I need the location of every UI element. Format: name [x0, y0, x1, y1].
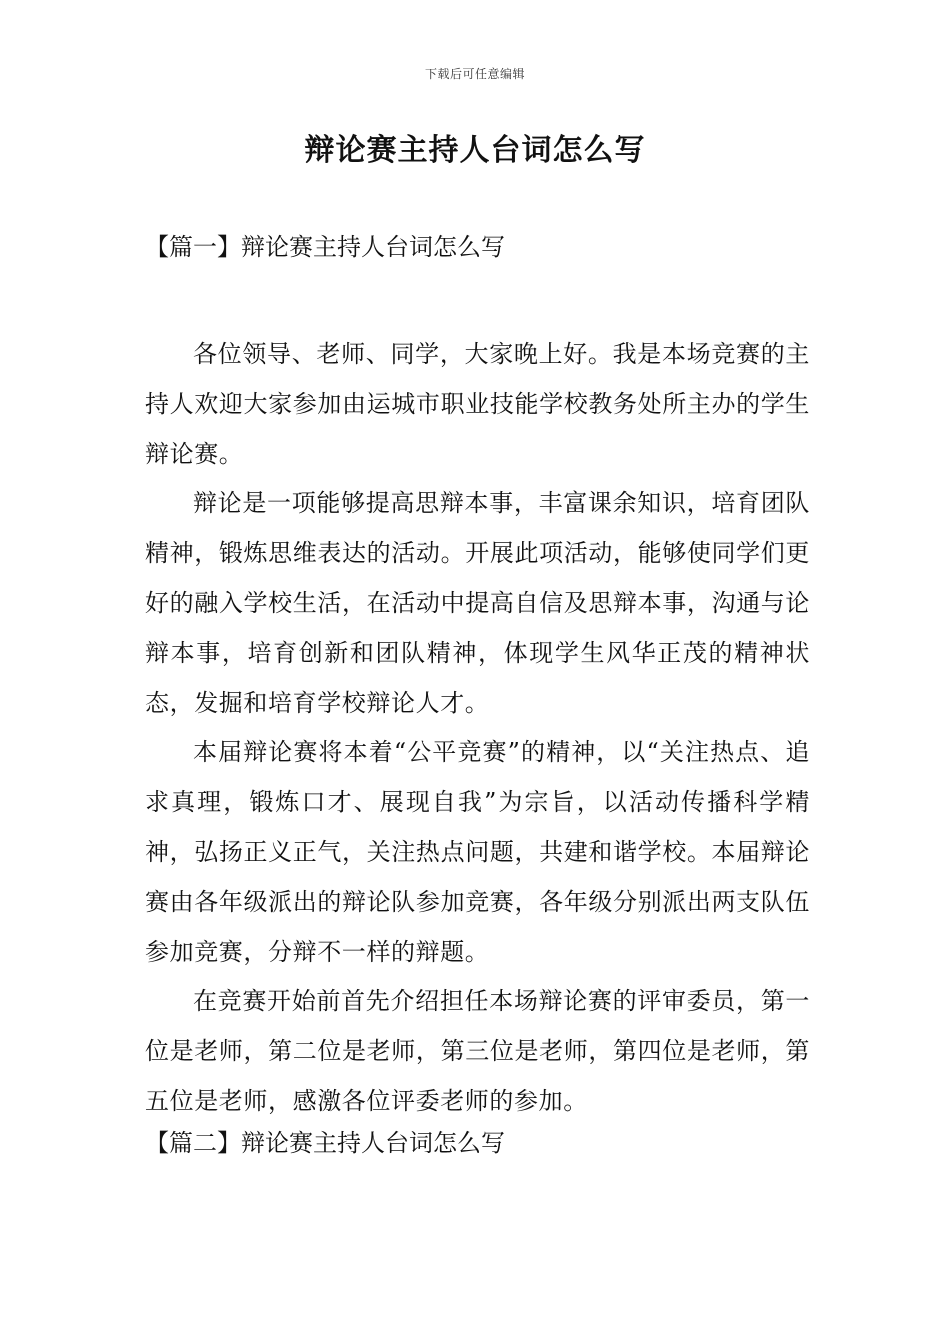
header-note: 下载后可任意编辑: [424, 67, 525, 81]
body-text: [145, 330, 810, 1127]
paragraph-3: 本届辩论赛将本着“公平竞赛”的精神，以“关注热点、追求真理，锻炼口才、展现自我”为宗旨，以活动传播科学精神，弘扬正义正气，关注热点问题，共建和谐学校。本届辩论赛由各年级派出的辩论队参加竞赛，各年级分别派出两支队伍参加竞赛，分辩不一样的辩题。: [145, 738, 810, 966]
section-heading-1: 【篇一】辩论赛主持人台词怎么写: [145, 233, 505, 261]
paragraph-4: 在竞赛开始前首先介绍担任本场辩论赛的评审委员，第一位是老师，第二位是老师，第三位是老师，第四位是老师，第五位是老师，感激各位评委老师的参加。: [145, 987, 810, 1115]
section-heading-2: 【篇二】辩论赛主持人台词怎么写: [145, 1129, 505, 1157]
paragraph-1: 各位领导、老师、同学，大家晚上好。我是本场竞赛的主持人欢迎大家参加由运城市职业技能学校教务处所主办的学生辩论赛。: [145, 340, 810, 468]
document-title: 辩论赛主持人台词怎么写: [304, 133, 646, 168]
paragraph-2: 辩论是一项能够提高思辩本事，丰富课余知识，培育团队精神，锻炼思维表达的活动。开展此项活动，能够使同学们更好的融入学校生活，在活动中提高自信及思辩本事，沟通与论辩本事，培育创新和团队精神，体现学生风华正茂的精神状态，发掘和培育学校辩论人才。: [145, 489, 810, 717]
